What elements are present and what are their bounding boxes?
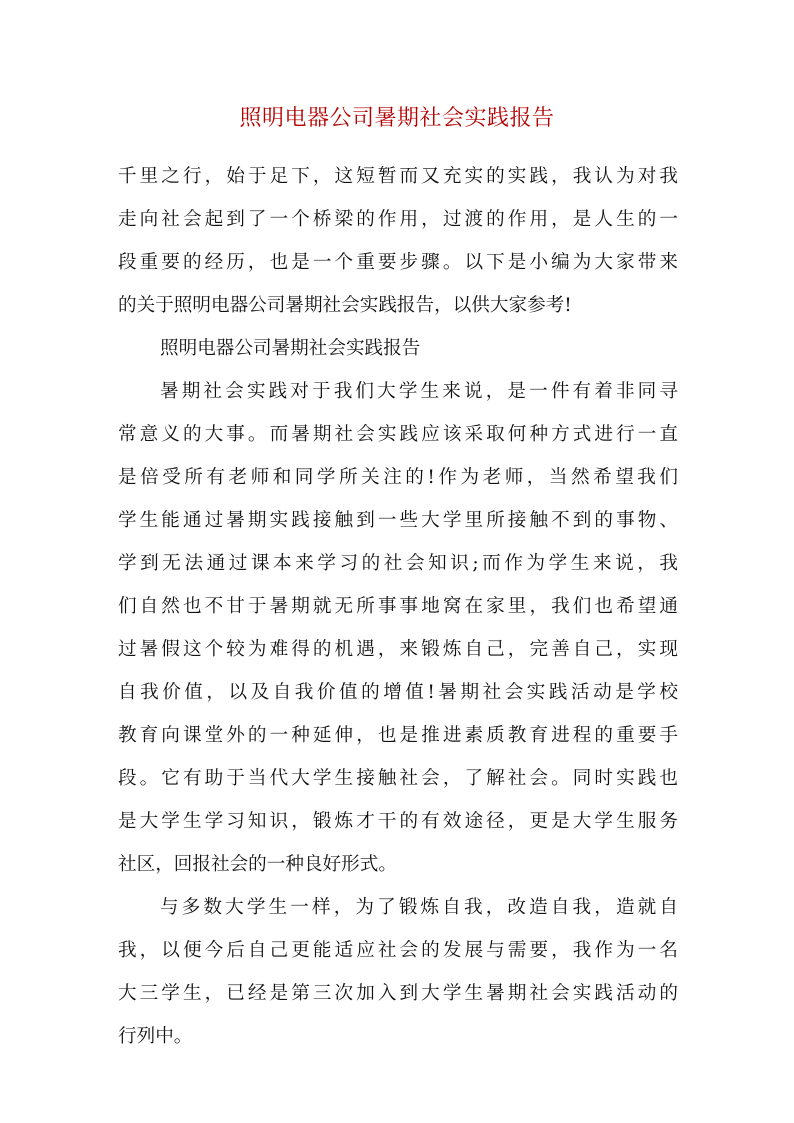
paragraph-line: 教育向课堂外的一种延伸，也是推进素质教育进程的重要手 <box>118 725 678 746</box>
paragraph-line: 常意义的大事。而暑期社会实践应该采取何种方式进行一直 <box>118 424 678 445</box>
paragraph-line: 的关于照明电器公司暑期社会实践报告，以供大家参考! <box>118 295 572 316</box>
paragraph-line: 自我价值，以及自我价值的增值!暑期社会实践活动是学校 <box>118 682 678 703</box>
paragraph-line: 学到无法通过课本来学习的社会知识;而作为学生来说，我 <box>118 553 678 574</box>
paragraph-line: 社区，回报社会的一种良好形式。 <box>118 854 397 875</box>
paragraph-line: 们自然也不甘于暑期就无所事事地窝在家里，我们也希望通 <box>118 596 678 617</box>
paragraph-line: 段重要的经历，也是一个重要步骤。以下是小编为大家带来 <box>118 252 678 273</box>
paragraph-line: 是倍受所有老师和同学所关注的!作为老师，当然希望我们 <box>118 467 678 488</box>
paragraph-line: 我，以便今后自己更能适应社会的发展与需要，我作为一名 <box>118 940 678 961</box>
paragraph-line: 段。它有助于当代大学生接触社会，了解社会。同时实践也 <box>118 768 678 789</box>
paragraph-line: 暑期社会实践对于我们大学生来说，是一件有着非同寻 <box>160 381 678 402</box>
paragraph-line: 行列中。 <box>118 1026 193 1047</box>
paragraph-line: 千里之行，始于足下，这短暂而又充实的实践，我认为对我 <box>118 166 678 187</box>
document-title: 照明电器公司暑期社会实践报告 <box>239 106 555 131</box>
paragraph-line: 与多数大学生一样，为了锻炼自我，改造自我，造就自 <box>160 897 678 918</box>
paragraph-line: 学生能通过暑期实践接触到一些大学里所接触不到的事物、 <box>118 510 678 531</box>
paragraph-line: 过暑假这个较为难得的机遇，来锻炼自己，完善自己，实现 <box>118 639 678 660</box>
paragraph-line: 大三学生，已经是第三次加入到大学生暑期社会实践活动的 <box>118 983 678 1004</box>
section-heading: 照明电器公司暑期社会实践报告 <box>160 338 421 359</box>
paragraph-line: 是大学生学习知识，锻炼才干的有效途径，更是大学生服务 <box>118 811 678 832</box>
paragraph-line: 走向社会起到了一个桥梁的作用，过渡的作用，是人生的一 <box>118 209 678 230</box>
